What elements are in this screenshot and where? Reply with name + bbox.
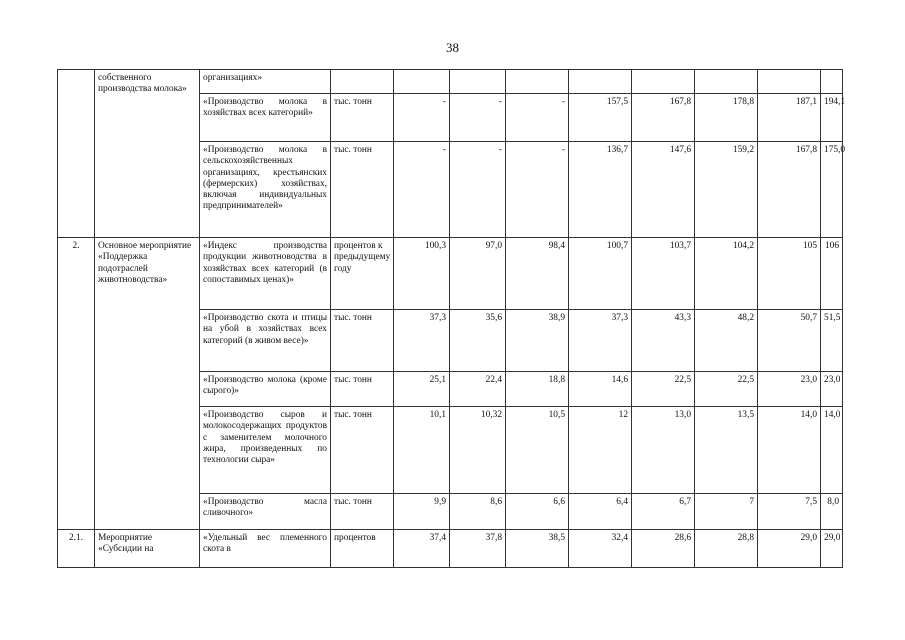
- value-cell: 29,0: [821, 530, 843, 568]
- row-number-cell: 2.: [58, 238, 95, 530]
- value-cell: 43,3: [632, 310, 695, 372]
- value-cell: 194,1: [821, 94, 843, 142]
- value-cell: 106: [821, 238, 843, 310]
- value-cell: 167,8: [632, 94, 695, 142]
- value-cell: 37,3: [394, 310, 450, 372]
- value-cell: 97,0: [450, 238, 506, 310]
- value-cell: 10,5: [506, 407, 569, 494]
- value-cell: 23,0: [821, 372, 843, 407]
- indicator-cell: «Производство молока в сельскохозяйственных организациях, крестьянских (фермерских) хозяйствах, включая индивидуальных предпринимателей»: [200, 142, 331, 238]
- value-cell: 10,1: [394, 407, 450, 494]
- value-cell: 98,4: [506, 238, 569, 310]
- indicator-cell: организациях»: [200, 70, 331, 94]
- value-cell: 29,0: [758, 530, 821, 568]
- value-cell: 10,32: [450, 407, 506, 494]
- value-cell: 103,7: [632, 238, 695, 310]
- table-row: [58, 530, 843, 568]
- value-cell: 159,2: [695, 142, 758, 238]
- value-cell: -: [506, 94, 569, 142]
- value-cell: [450, 70, 506, 94]
- table-row: [58, 238, 843, 310]
- unit-cell: тыс. тонн: [331, 310, 394, 372]
- row-number-cell: 2.1.: [58, 530, 95, 568]
- value-cell: [758, 70, 821, 94]
- value-cell: 136,7: [569, 142, 632, 238]
- value-cell: 22,5: [695, 372, 758, 407]
- value-cell: 37,8: [450, 530, 506, 568]
- value-cell: 22,5: [632, 372, 695, 407]
- value-cell: 38,9: [506, 310, 569, 372]
- indicator-cell: «Производство молока в хозяйствах всех категорий»: [200, 94, 331, 142]
- indicator-cell: «Производство сыров и молокосодержащих продуктов с заменителем молочного жира, произведенных по технологии сыра»: [200, 407, 331, 494]
- value-cell: -: [506, 142, 569, 238]
- row-number-cell: [58, 70, 95, 238]
- value-cell: 100,3: [394, 238, 450, 310]
- value-cell: 28,6: [632, 530, 695, 568]
- value-cell: 14,0: [821, 407, 843, 494]
- value-cell: 50,7: [758, 310, 821, 372]
- value-cell: 13,5: [695, 407, 758, 494]
- value-cell: 28,8: [695, 530, 758, 568]
- indicator-cell: «Индекс производства продукции животноводства в хозяйствах всех категорий (в сопоставимых ценах)»: [200, 238, 331, 310]
- indicator-cell: «Удельный вес племенного скота в: [200, 530, 331, 568]
- value-cell: 51,5: [821, 310, 843, 372]
- indicator-cell: «Производство масла сливочного»: [200, 494, 331, 530]
- value-cell: 167,8: [758, 142, 821, 238]
- value-cell: [632, 70, 695, 94]
- value-cell: 187,1: [758, 94, 821, 142]
- value-cell: 8,6: [450, 494, 506, 530]
- unit-cell: процентов к предыдущему году: [331, 238, 394, 310]
- value-cell: -: [394, 94, 450, 142]
- value-cell: 6,4: [569, 494, 632, 530]
- unit-cell: тыс. тонн: [331, 142, 394, 238]
- value-cell: [506, 70, 569, 94]
- unit-cell: [331, 70, 394, 94]
- value-cell: [394, 70, 450, 94]
- value-cell: 37,3: [569, 310, 632, 372]
- value-cell: 9,9: [394, 494, 450, 530]
- event-cell: Мероприятие «Субсидии на: [95, 530, 200, 568]
- page-number: 38: [446, 40, 459, 55]
- value-cell: 157,5: [569, 94, 632, 142]
- unit-cell: процентов: [331, 530, 394, 568]
- unit-cell: тыс. тонн: [331, 494, 394, 530]
- value-cell: [569, 70, 632, 94]
- value-cell: -: [450, 142, 506, 238]
- event-cell: Основное мероприятие «Поддержка подотраслей животноводства»: [95, 238, 200, 530]
- value-cell: 147,6: [632, 142, 695, 238]
- value-cell: [821, 70, 843, 94]
- indicator-cell: «Производство скота и птицы на убой в хозяйствах всех категорий (в живом весе)»: [200, 310, 331, 372]
- value-cell: -: [394, 142, 450, 238]
- unit-cell: тыс. тонн: [331, 372, 394, 407]
- value-cell: 175,0: [821, 142, 843, 238]
- value-cell: 35,6: [450, 310, 506, 372]
- unit-cell: тыс. тонн: [331, 94, 394, 142]
- value-cell: 7,5: [758, 494, 821, 530]
- value-cell: 48,2: [695, 310, 758, 372]
- value-cell: -: [450, 94, 506, 142]
- value-cell: 14,6: [569, 372, 632, 407]
- value-cell: 100,7: [569, 238, 632, 310]
- value-cell: 12: [569, 407, 632, 494]
- value-cell: 23,0: [758, 372, 821, 407]
- value-cell: 25,1: [394, 372, 450, 407]
- value-cell: 14,0: [758, 407, 821, 494]
- value-cell: 13,0: [632, 407, 695, 494]
- value-cell: 8,0: [821, 494, 843, 530]
- indicator-cell: «Производство молока (кроме сырого)»: [200, 372, 331, 407]
- event-cell: собственного производства молока»: [95, 70, 200, 238]
- value-cell: 178,8: [695, 94, 758, 142]
- indicators-table: [57, 69, 846, 568]
- value-cell: 6,7: [632, 494, 695, 530]
- value-cell: 104,2: [695, 238, 758, 310]
- value-cell: 7: [695, 494, 758, 530]
- value-cell: [695, 70, 758, 94]
- value-cell: 37,4: [394, 530, 450, 568]
- table-row: [58, 70, 843, 94]
- value-cell: 22,4: [450, 372, 506, 407]
- value-cell: 38,5: [506, 530, 569, 568]
- value-cell: 6,6: [506, 494, 569, 530]
- value-cell: 18,8: [506, 372, 569, 407]
- value-cell: 32,4: [569, 530, 632, 568]
- unit-cell: тыс. тонн: [331, 407, 394, 494]
- value-cell: 105: [758, 238, 821, 310]
